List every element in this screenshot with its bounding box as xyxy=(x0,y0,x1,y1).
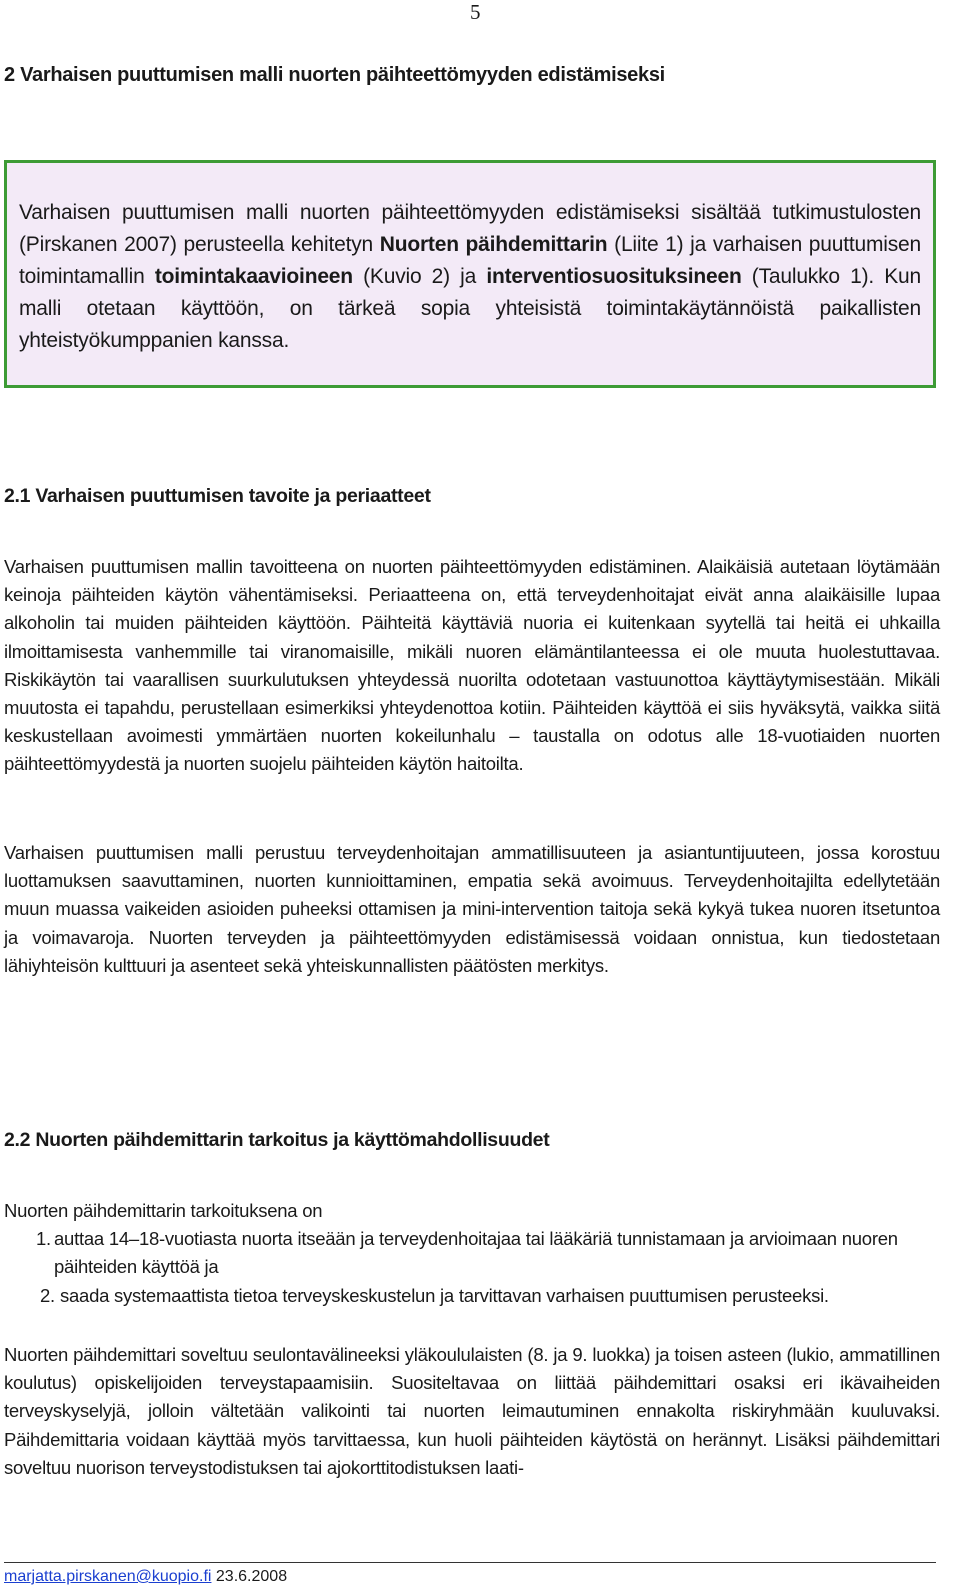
footer-divider xyxy=(4,1562,936,1563)
paragraph-usage: Nuorten päihdemittari soveltuu seulontavälineeksi yläkoululaisten (8. ja 9. luokka) ja toisen asteen (lukio, ammatillinen koulutus) opiskelijoiden terveystapaamisiin. Suositeltavaa on liittää päihdemittari osaksi eri ikävaiheiden terveyskyselyjä, jolloin vältetään valikointi tai nuorten leimautuminen ennakolta riskiryhmään kuuluvaksi. Päihdemittaria voidaan käyttää myös tarvittaessa, kun huoli päihteiden käytöstä on herännyt. Lisäksi päihdemittari soveltuu nuorison terveystodistuksen tai ajokorttitodistuksen laati- xyxy=(4,1344,940,1478)
highlight-paihdemittari: Nuorten päihdemittarin xyxy=(379,233,608,256)
summary-text: Varhaisen puuttumisen malli nuorten päihteettömyyden edistämiseksi sisältää tutkimustulosten (Pirskanen 2007) perusteella kehitetyn Nuorten päihdemittarin (Liite 1) ja varhaisen puuttumisen toimintamallin toimintakaavioineen (Kuvio 2) ja interventiosuosituksineen (Taulukko 1). Kun malli otetaan käyttöön, on tärkeä sopia yhteisistä toimintakäytännöistä paikallisten yhteistyökumppanien kanssa. xyxy=(19,201,921,352)
list-item: 1. auttaa 14–18-vuotiasta nuorta itseään ja terveydenhoitajaa tai lääkäriä tunnistamaan ja arvioimaan nuoren päihteiden käyttöä ja xyxy=(36,1228,898,1278)
subsection-title-2-2: 2.2 Nuorten päihdemittarin tarkoitus ja käyttömahdollisuudet xyxy=(4,1129,550,1151)
list-item: 2. saada systemaattista tietoa terveyskeskustelun ja tarvittavan varhaisen puuttumisen perusteeksi. xyxy=(40,1284,829,1306)
purpose-list xyxy=(4,1197,940,1310)
list-intro: Nuorten päihdemittarin tarkoituksena on xyxy=(4,1200,323,1221)
subsection-title-2-1: 2.1 Varhaisen puuttumisen tavoite ja periaatteet xyxy=(4,485,431,507)
page-number: 5 xyxy=(470,0,481,24)
section-title: 2 Varhaisen puuttumisen malli nuorten päihteettömyyden edistämiseksi xyxy=(4,64,665,86)
paragraph-model-basis: Varhaisen puuttumisen malli perustuu terveydenhoitajan ammatillisuuteen ja asiantuntijuuteen, jossa korostuu luottamuksen saavuttaminen, nuorten kunnioittaminen, empatia sekä avoimuus. Terveydenhoitajilta edellytetään muun muassa vaikeiden asioiden puheeksi ottamisen ja mini-intervention taitoja sekä kykyä tukea nuoren itsetuntoa ja voimavaroja. Nuorten terveyden ja päihteettömyyden edistämisessä voidaan onnistua, kun tiedostetaan lähiyhteisön kulttuuri ja asenteet sekä yhteiskunnallisten päätösten merkitys. xyxy=(4,842,940,976)
paragraph-goals: Varhaisen puuttumisen mallin tavoitteena on nuorten päihteettömyyden edistäminen. Alaikäisiä autetaan löytämään keinoja päihteiden käytön vähentämiseksi. Periaatteena on, että terveydenhoitajat eivät anna alaikäisille lupaa alkoholin tai muiden päihteiden käyttöön. Päihteitä käyttäviä nuoria ei kuitenkaan syytellä tai heitä ei uhkailla ilmoittamisesta vanhemmille tai viranomaisille, mikäli nuoren elämäntilanteessa ei ole muuta huolestuttavaa. Riskikäytön tai vaarallisen suurkulutuksen yhteydessä nuorilta odotetaan vastuunottoa käyttäytymisestään. Mikäli muutosta ei tapahdu, perustellaan esimerkiksi yhteydenottoa kotiin. Päihteiden käyttöä ei siis hyväksytä, vaikka siitä keskustellaan avoimesti ymmärtäen nuorten kokeilunhalu – taustalla on odotus alle 18-vuotiaiden nuorten päihteettömyydestä ja nuorten suojelu päihteiden käytön haitoilta. xyxy=(4,556,940,775)
highlight-interventiosuositukset: interventiosuosituksineen xyxy=(486,265,742,288)
author-email-link[interactable]: marjatta.pirskanen@kuopio.fi xyxy=(4,1568,212,1585)
summary-box xyxy=(4,160,936,388)
footer-date: 23.6.2008 xyxy=(215,1568,288,1585)
footer xyxy=(4,1568,287,1586)
highlight-toimintakaavio: toimintakaavioineen xyxy=(154,265,353,288)
